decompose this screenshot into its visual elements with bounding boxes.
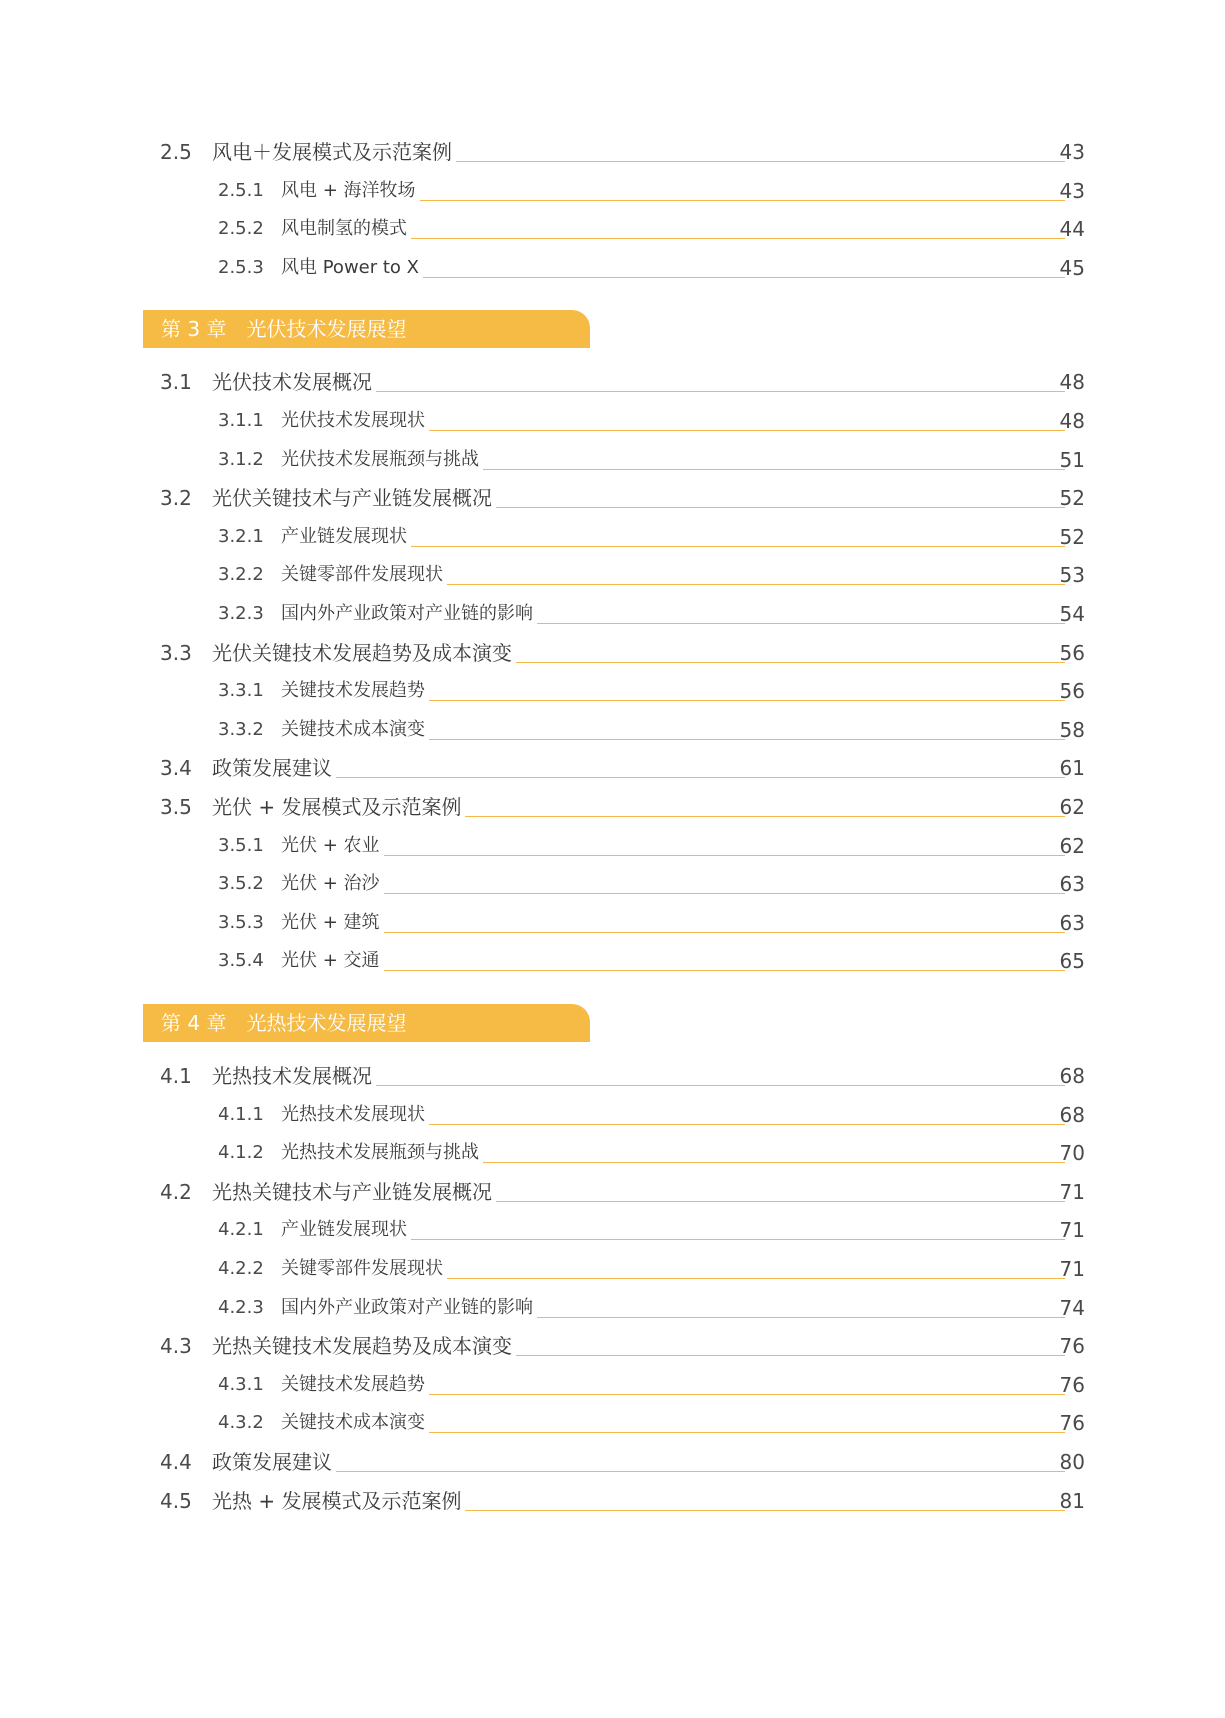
toc-entry-number: 2.5.3 xyxy=(218,257,264,278)
toc-page-number: 68 xyxy=(1059,1064,1085,1088)
chapter-heading: 第 3 章 光伏技术发展展望 xyxy=(161,317,407,342)
toc-entry-number: 4.3 xyxy=(160,1334,192,1358)
toc-entry-number: 3.2.2 xyxy=(218,564,264,585)
chapter-banner xyxy=(143,310,590,348)
toc-entry-number: 4.1.1 xyxy=(218,1104,264,1125)
toc-subsection-row[interactable] xyxy=(0,1211,1225,1249)
chapter-heading: 第 4 章 光热技术发展展望 xyxy=(161,1011,407,1035)
toc-leader-line xyxy=(456,161,1065,162)
toc-entry-title: 光热关键技术与产业链发展概况 xyxy=(212,1180,492,1204)
toc-entry-number: 3.2 xyxy=(160,486,192,510)
toc-entry-number: 3.1 xyxy=(160,370,192,394)
toc-subsection-row[interactable] xyxy=(0,865,1225,903)
toc-section-row[interactable] xyxy=(0,634,1225,672)
toc-section-row[interactable] xyxy=(0,788,1225,826)
toc-section-row[interactable] xyxy=(0,1482,1225,1520)
toc-page-number: 52 xyxy=(1059,525,1085,549)
toc-entry-title: 光热技术发展瓶颈与挑战 xyxy=(281,1142,479,1163)
toc-subsection-row[interactable] xyxy=(0,1289,1225,1327)
toc-entry-number: 3.1.1 xyxy=(218,410,264,431)
toc-page-number: 52 xyxy=(1059,486,1085,510)
toc-section-row[interactable] xyxy=(0,1443,1225,1481)
toc-entry-title: 光热 + 发展模式及示范案例 xyxy=(212,1489,462,1513)
toc-entry-number: 2.5.2 xyxy=(218,218,264,239)
toc-subsection-row[interactable] xyxy=(0,1366,1225,1404)
toc-page-number: 45 xyxy=(1059,256,1085,280)
toc-leader-line xyxy=(420,200,1065,201)
toc-entry-number: 4.3.2 xyxy=(218,1412,264,1433)
toc-leader-line xyxy=(429,1124,1065,1125)
toc-entry-number: 4.2.3 xyxy=(218,1297,264,1318)
toc-entry-title: 风电制氢的模式 xyxy=(281,218,407,239)
toc-entry-title: 关键零部件发展现状 xyxy=(281,564,443,585)
toc-page-number: 62 xyxy=(1059,795,1085,819)
toc-entry-number: 4.5 xyxy=(160,1489,192,1513)
toc-subsection-row[interactable] xyxy=(0,595,1225,633)
toc-entry-title: 光热技术发展概况 xyxy=(212,1064,372,1088)
toc-subsection-row[interactable] xyxy=(0,1404,1225,1442)
toc-leader-line xyxy=(483,1162,1065,1163)
toc-entry-number: 3.5.4 xyxy=(218,950,264,971)
toc-page-number: 71 xyxy=(1059,1257,1085,1281)
toc-leader-line xyxy=(384,970,1065,971)
toc-entry-number: 3.3.1 xyxy=(218,680,264,701)
toc-leader-line xyxy=(429,700,1065,701)
toc-subsection-row[interactable] xyxy=(0,827,1225,865)
toc-entry-title: 光伏 + 建筑 xyxy=(281,912,380,933)
toc-entry-number: 4.2.2 xyxy=(218,1258,264,1279)
toc-entry-title: 政策发展建议 xyxy=(212,1450,332,1474)
toc-entry-title: 产业链发展现状 xyxy=(281,1219,407,1240)
toc-entry-number: 3.5.1 xyxy=(218,835,264,856)
toc-leader-line xyxy=(384,932,1065,933)
toc-subsection-row[interactable] xyxy=(0,402,1225,440)
toc-entry-number: 2.5 xyxy=(160,140,192,164)
toc-subsection-row[interactable] xyxy=(0,942,1225,980)
toc-leader-line xyxy=(447,584,1065,585)
toc-entry-title: 风电＋发展模式及示范案例 xyxy=(212,140,452,164)
toc-section-row[interactable] xyxy=(0,1327,1225,1365)
toc-entry-title: 光伏 + 农业 xyxy=(281,835,380,856)
toc-entry-title: 风电 Power to X xyxy=(281,257,419,278)
toc-page-number: 62 xyxy=(1059,834,1085,858)
toc-subsection-row[interactable] xyxy=(0,1250,1225,1288)
toc-subsection-row[interactable] xyxy=(0,172,1225,210)
toc-page-number: 61 xyxy=(1059,756,1085,780)
toc-subsection-row[interactable] xyxy=(0,672,1225,710)
toc-page-number: 65 xyxy=(1059,949,1085,973)
toc-page-number: 56 xyxy=(1059,641,1085,665)
toc-section-row[interactable] xyxy=(0,749,1225,787)
toc-page-number: 76 xyxy=(1059,1373,1085,1397)
toc-entry-number: 3.3 xyxy=(160,641,192,665)
toc-leader-line xyxy=(447,1278,1065,1279)
toc-page-number: 51 xyxy=(1059,448,1085,472)
toc-entry-number: 3.5.2 xyxy=(218,873,264,894)
toc-entry-number: 3.3.2 xyxy=(218,719,264,740)
toc-entry-number: 2.5.1 xyxy=(218,180,264,201)
toc-page-number: 80 xyxy=(1059,1450,1085,1474)
toc-page-number: 63 xyxy=(1059,872,1085,896)
toc-page-number: 76 xyxy=(1059,1334,1085,1358)
toc-section-row[interactable] xyxy=(0,1173,1225,1211)
toc-leader-line xyxy=(376,391,1065,392)
toc-section-row[interactable] xyxy=(0,1057,1225,1095)
toc-entry-title: 光伏技术发展概况 xyxy=(212,370,372,394)
toc-page-number: 58 xyxy=(1059,718,1085,742)
toc-leader-line xyxy=(429,739,1065,740)
toc-leader-line xyxy=(496,1201,1065,1202)
toc-page-number: 68 xyxy=(1059,1103,1085,1127)
toc-entry-title: 光热关键技术发展趋势及成本演变 xyxy=(212,1334,512,1358)
toc-page-number: 44 xyxy=(1059,217,1085,241)
toc-subsection-row[interactable] xyxy=(0,711,1225,749)
toc-entry-number: 4.1.2 xyxy=(218,1142,264,1163)
toc-entry-title: 关键技术成本演变 xyxy=(281,719,425,740)
toc-leader-line xyxy=(411,546,1065,547)
toc-entry-title: 光伏关键技术与产业链发展概况 xyxy=(212,486,492,510)
toc-entry-title: 关键技术发展趋势 xyxy=(281,1374,425,1395)
toc-leader-line xyxy=(537,623,1065,624)
toc-page-number: 76 xyxy=(1059,1411,1085,1435)
toc-leader-line xyxy=(384,893,1065,894)
toc-section-row[interactable] xyxy=(0,479,1225,517)
toc-page-number: 43 xyxy=(1059,140,1085,164)
toc-entry-title: 风电 + 海洋牧场 xyxy=(281,180,416,201)
toc-subsection-row[interactable] xyxy=(0,556,1225,594)
toc-subsection-row[interactable] xyxy=(0,1134,1225,1172)
chapter-banner xyxy=(143,1004,590,1042)
toc-entry-number: 3.4 xyxy=(160,756,192,780)
toc-entry-title: 光伏技术发展现状 xyxy=(281,410,425,431)
toc-leader-line xyxy=(516,1355,1065,1356)
toc-entry-number: 3.5 xyxy=(160,795,192,819)
toc-entry-title: 光伏 + 治沙 xyxy=(281,873,380,894)
toc-entry-number: 4.3.1 xyxy=(218,1374,264,1395)
toc-page-number: 53 xyxy=(1059,563,1085,587)
toc-leader-line xyxy=(429,1432,1065,1433)
toc-entry-number: 4.2 xyxy=(160,1180,192,1204)
toc-leader-line xyxy=(376,1085,1065,1086)
toc-page-number: 43 xyxy=(1059,179,1085,203)
toc-entry-number: 4.4 xyxy=(160,1450,192,1474)
toc-leader-line xyxy=(411,1239,1065,1240)
toc-leader-line xyxy=(336,777,1065,778)
toc-entry-title: 光伏 + 发展模式及示范案例 xyxy=(212,795,462,819)
toc-section-row[interactable] xyxy=(0,133,1225,171)
toc-entry-number: 3.5.3 xyxy=(218,912,264,933)
toc-leader-line xyxy=(465,1510,1065,1511)
toc-entry-title: 关键技术发展趋势 xyxy=(281,680,425,701)
toc-page-number: 74 xyxy=(1059,1296,1085,1320)
toc-subsection-row[interactable] xyxy=(0,1096,1225,1134)
toc-subsection-row[interactable] xyxy=(0,518,1225,556)
toc-leader-line xyxy=(516,662,1065,663)
toc-leader-line xyxy=(483,469,1065,470)
toc-leader-line xyxy=(411,238,1065,239)
toc-page-number: 71 xyxy=(1059,1180,1085,1204)
toc-subsection-row[interactable] xyxy=(0,249,1225,287)
toc-entry-title: 政策发展建议 xyxy=(212,756,332,780)
toc-entry-number: 4.2.1 xyxy=(218,1219,264,1240)
toc-leader-line xyxy=(429,1394,1065,1395)
toc-entry-title: 光伏 + 交通 xyxy=(281,950,380,971)
toc-entry-title: 光伏关键技术发展趋势及成本演变 xyxy=(212,641,512,665)
toc-entry-title: 国内外产业政策对产业链的影响 xyxy=(281,1297,533,1318)
toc-page-number: 63 xyxy=(1059,911,1085,935)
toc-entry-number: 3.2.1 xyxy=(218,526,264,547)
toc-page-number: 70 xyxy=(1059,1141,1085,1165)
toc-subsection-row[interactable] xyxy=(0,210,1225,248)
toc-section-row[interactable] xyxy=(0,363,1225,401)
toc-leader-line xyxy=(496,507,1065,508)
toc-entry-number: 4.1 xyxy=(160,1064,192,1088)
toc-page-number: 48 xyxy=(1059,409,1085,433)
toc-entry-title: 关键技术成本演变 xyxy=(281,1412,425,1433)
toc-entry-title: 国内外产业政策对产业链的影响 xyxy=(281,603,533,624)
toc-entry-title: 光伏技术发展瓶颈与挑战 xyxy=(281,449,479,470)
toc-page-number: 48 xyxy=(1059,370,1085,394)
toc-page-number: 71 xyxy=(1059,1218,1085,1242)
toc-leader-line xyxy=(423,277,1065,278)
toc-leader-line xyxy=(384,855,1065,856)
toc-entry-number: 3.2.3 xyxy=(218,603,264,624)
toc-page-number: 56 xyxy=(1059,679,1085,703)
toc-subsection-row[interactable] xyxy=(0,441,1225,479)
toc-leader-line xyxy=(465,816,1065,817)
toc-page-number: 54 xyxy=(1059,602,1085,626)
toc-leader-line xyxy=(537,1317,1065,1318)
toc-entry-title: 关键零部件发展现状 xyxy=(281,1258,443,1279)
toc-leader-line xyxy=(336,1471,1065,1472)
toc-entry-title: 光热技术发展现状 xyxy=(281,1104,425,1125)
toc-leader-line xyxy=(429,430,1065,431)
toc-entry-number: 3.1.2 xyxy=(218,449,264,470)
toc-page-number: 81 xyxy=(1059,1489,1085,1513)
toc-entry-title: 产业链发展现状 xyxy=(281,526,407,547)
toc-subsection-row[interactable] xyxy=(0,904,1225,942)
